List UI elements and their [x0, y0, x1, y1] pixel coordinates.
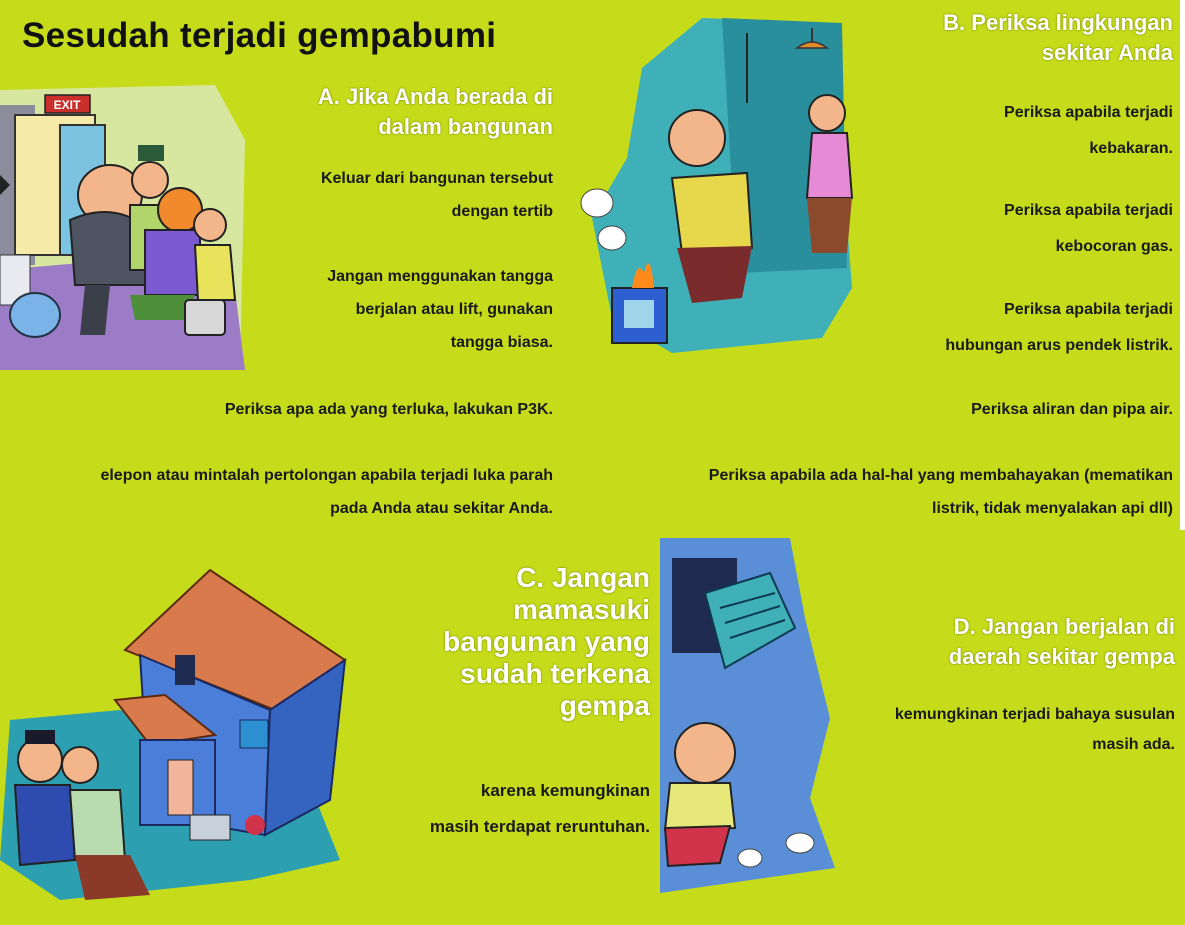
section-c-heading-line4: sudah terkena: [460, 658, 650, 689]
divider-right: [1180, 0, 1185, 530]
section-a-item4-line1: elepon atau mintalah pertolongan apabila terjadi luka parah: [100, 467, 553, 484]
aftershock-illustration: [660, 538, 840, 893]
section-d-heading-line2: daerah sekitar gempa: [948, 644, 1175, 669]
section-c-heading-line3: bangunan yang: [443, 626, 650, 657]
page-title: Sesudah terjadi gempabumi: [22, 16, 497, 55]
section-c-heading-line5: gempa: [559, 690, 650, 721]
section-a-heading-line1: A. Jika Anda berada di: [317, 84, 553, 109]
section-a-item4-line2: pada Anda atau sekitar Anda.: [330, 500, 553, 517]
section-a-item2-line1: Jangan menggunakan tangga: [327, 268, 553, 285]
section-b-item2-line2: kebocoran gas.: [1055, 238, 1173, 255]
section-d-heading-line1: D. Jangan berjalan di: [953, 614, 1175, 639]
section-b-item2-line1: Periksa apabila terjadi: [1004, 202, 1173, 219]
section-c-item1-line2: masih terdapat reruntuhan.: [429, 817, 650, 836]
damaged-house-illustration: [0, 560, 360, 920]
section-a-item1-line1: Keluar dari bangunan tersebut: [320, 170, 553, 187]
divider-bottom: [660, 893, 1185, 925]
exit-sign: EXIT: [53, 98, 81, 112]
section-b-heading-line1: B. Periksa lingkungan: [943, 10, 1173, 35]
section-c-heading-line1: C. Jangan: [516, 562, 650, 593]
exit-building-illustration: [0, 80, 250, 380]
section-b-item1-line1: Periksa apabila terjadi: [1004, 104, 1173, 121]
section-b-item5-line1: Periksa apabila ada hal-hal yang membahayakan (mematikan: [708, 467, 1173, 484]
section-d-item1-line2: masih ada.: [1092, 736, 1175, 753]
section-b-item5-line2: listrik, tidak menyalakan api dll): [932, 500, 1173, 517]
section-b-heading-line2: sekitar Anda: [1041, 40, 1173, 65]
check-surroundings-illustration: [572, 8, 862, 373]
section-a-item2-line2: berjalan atau lift, gunakan: [355, 301, 553, 318]
section-b-item3-line2: hubungan arus pendek listrik.: [945, 337, 1173, 354]
section-c-heading-line2: mamasuki: [513, 594, 650, 625]
section-a-heading-line2: dalam bangunan: [378, 114, 553, 139]
section-a-item3: Periksa apa ada yang terluka, lakukan P3K.: [224, 401, 553, 418]
section-a-item2-line3: tangga biasa.: [450, 334, 553, 351]
section-a-item1-line2: dengan tertib: [451, 203, 553, 220]
section-b-item1-line2: kebakaran.: [1089, 140, 1173, 157]
section-d-item1-line1: kemungkinan terjadi bahaya susulan: [894, 706, 1175, 723]
section-b-item3-line1: Periksa apabila terjadi: [1004, 301, 1173, 318]
section-c-item1-line1: karena kemungkinan: [480, 781, 650, 800]
section-b-item4: Periksa aliran dan pipa air.: [971, 401, 1173, 418]
